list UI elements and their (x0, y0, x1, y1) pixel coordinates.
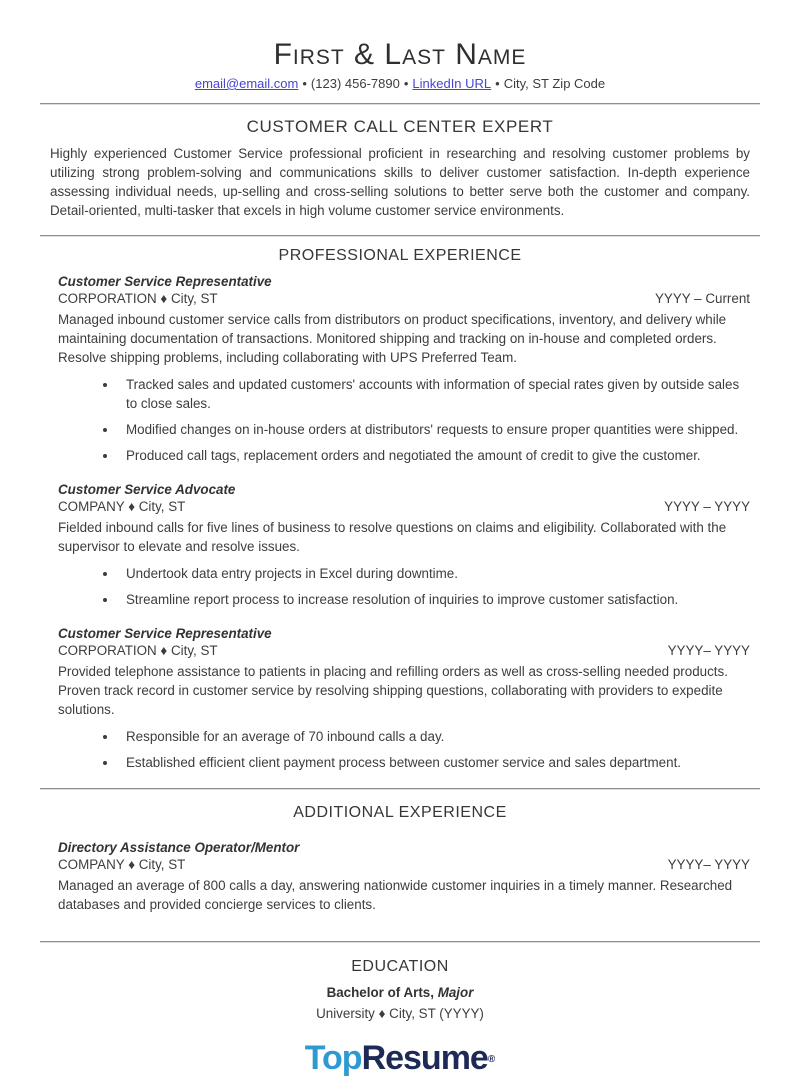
linkedin-link[interactable]: LinkedIn URL (412, 76, 492, 91)
job-dates: YYYY – YYYY (664, 499, 750, 514)
section-heading-additional-experience: ADDITIONAL EXPERIENCE (293, 804, 507, 821)
education-degree (0, 984, 800, 1001)
logo-text-resume: Resume (361, 1039, 488, 1077)
divider-education (40, 941, 760, 943)
contact-separator: • (302, 76, 307, 91)
job-company: CORPORATION ♦ City, ST (58, 291, 218, 306)
job-bullet: • Responsible for an average of 70 inbound calls a day. (118, 727, 750, 746)
profile-summary: Highly experienced Customer Service professional proficient in researching and resolving customer problems by utilizing strong problem-solving and communications skills to deliver customer satisfaction. In-depth experience assessing individual needs, up-selling and cross-selling solutions to better serve both the customer and company. Detail-oriented, multi-tasker that excels in high volume customer service environments. (50, 146, 750, 218)
job-bullet-list (58, 564, 750, 609)
job-entry (58, 839, 750, 914)
job-company: COMPANY ♦ City, ST (58, 857, 186, 872)
divider-additional-experience (40, 788, 760, 790)
job-title: Customer Service Advocate (58, 482, 236, 497)
job-title: Customer Service Representative (58, 626, 272, 641)
email-link[interactable]: email@email.com (194, 76, 299, 91)
job-company: CORPORATION ♦ City, ST (58, 643, 218, 658)
topresume-logo (0, 1040, 800, 1076)
job-dates: YYYY– YYYY (667, 857, 750, 872)
professional-experience-section (58, 273, 750, 772)
section-heading-professional-experience: PROFESSIONAL EXPERIENCE (278, 247, 522, 264)
job-summary: Managed inbound customer service calls from distributors on product specifications, inventory, and delivery while maintaining documentation of transactions. Monitored shipping and tracking on in-house and completed orders. Resolve shipping problems, including collaborating with UPS Preferred Team. (58, 312, 727, 365)
job-meta (58, 642, 750, 659)
degree-major: Major (437, 985, 474, 1000)
logo-text-top: Top (304, 1039, 362, 1077)
resume-headline: CUSTOMER CALL CENTER EXPERT (246, 117, 554, 136)
contact-separator: • (495, 76, 500, 91)
job-dates: YYYY– YYYY (667, 643, 750, 658)
job-bullet: • Undertook data entry projects in Excel during downtime. (118, 564, 750, 583)
job-summary: Managed an average of 800 calls a day, answering nationwide customer inquiries in a timely manner. Researched databases and provided concierge services to clients. (58, 878, 733, 912)
job-title: Customer Service Representative (58, 274, 272, 289)
divider-professional-experience (40, 235, 760, 237)
job-entry (58, 481, 750, 609)
job-bullet-list (58, 375, 750, 465)
additional-experience-section (58, 839, 750, 914)
job-bullet: • Streamline report process to increase resolution of inquiries to improve customer satisfaction. (118, 590, 750, 609)
section-heading-education: EDUCATION (351, 958, 449, 975)
contact-separator: • (403, 76, 409, 91)
location-text: City, ST Zip Code (503, 76, 606, 91)
job-summary: Provided telephone assistance to patients in placing and refilling orders as well as cross-selling needed products. Proven track record in customer service by resolving shipping questions, collaborating with providers to expedite solutions. (58, 664, 728, 717)
job-summary: Fielded inbound calls for five lines of business to resolve questions on claims and eligibility. Collaborated with the supervisor to elevate and resolve issues. (58, 520, 727, 554)
contact-line (0, 75, 800, 92)
job-bullet: • Produced call tags, replacement orders and negotiated the amount of credit to give the customer. (118, 446, 750, 465)
phone-number: (123) 456-7890 (310, 76, 400, 91)
education-school: University ♦ City, ST (YYYY) (316, 1006, 484, 1021)
candidate-name: First & Last Name (273, 38, 527, 71)
degree-name: Bachelor of Arts, (326, 985, 434, 1000)
job-meta (58, 498, 750, 515)
job-company: COMPANY ♦ City, ST (58, 499, 186, 514)
job-entry (58, 625, 750, 772)
job-dates: YYYY – Current (654, 291, 750, 306)
registered-trademark-icon: ® (487, 1054, 496, 1065)
job-entry (58, 273, 750, 465)
job-bullet-list (58, 727, 750, 772)
job-meta (58, 856, 750, 873)
job-bullet: • Tracked sales and updated customers' accounts with information of special rates given by outside sales to close sales. (118, 375, 750, 413)
job-bullet: • Established efficient client payment process between customer service and sales department. (118, 753, 750, 772)
job-title: Directory Assistance Operator/Mentor (58, 840, 300, 855)
job-meta (58, 290, 750, 307)
job-bullet: • Modified changes on in-house orders at distributors' requests to ensure proper quantities were shipped. (118, 420, 750, 439)
divider-header (40, 103, 760, 105)
